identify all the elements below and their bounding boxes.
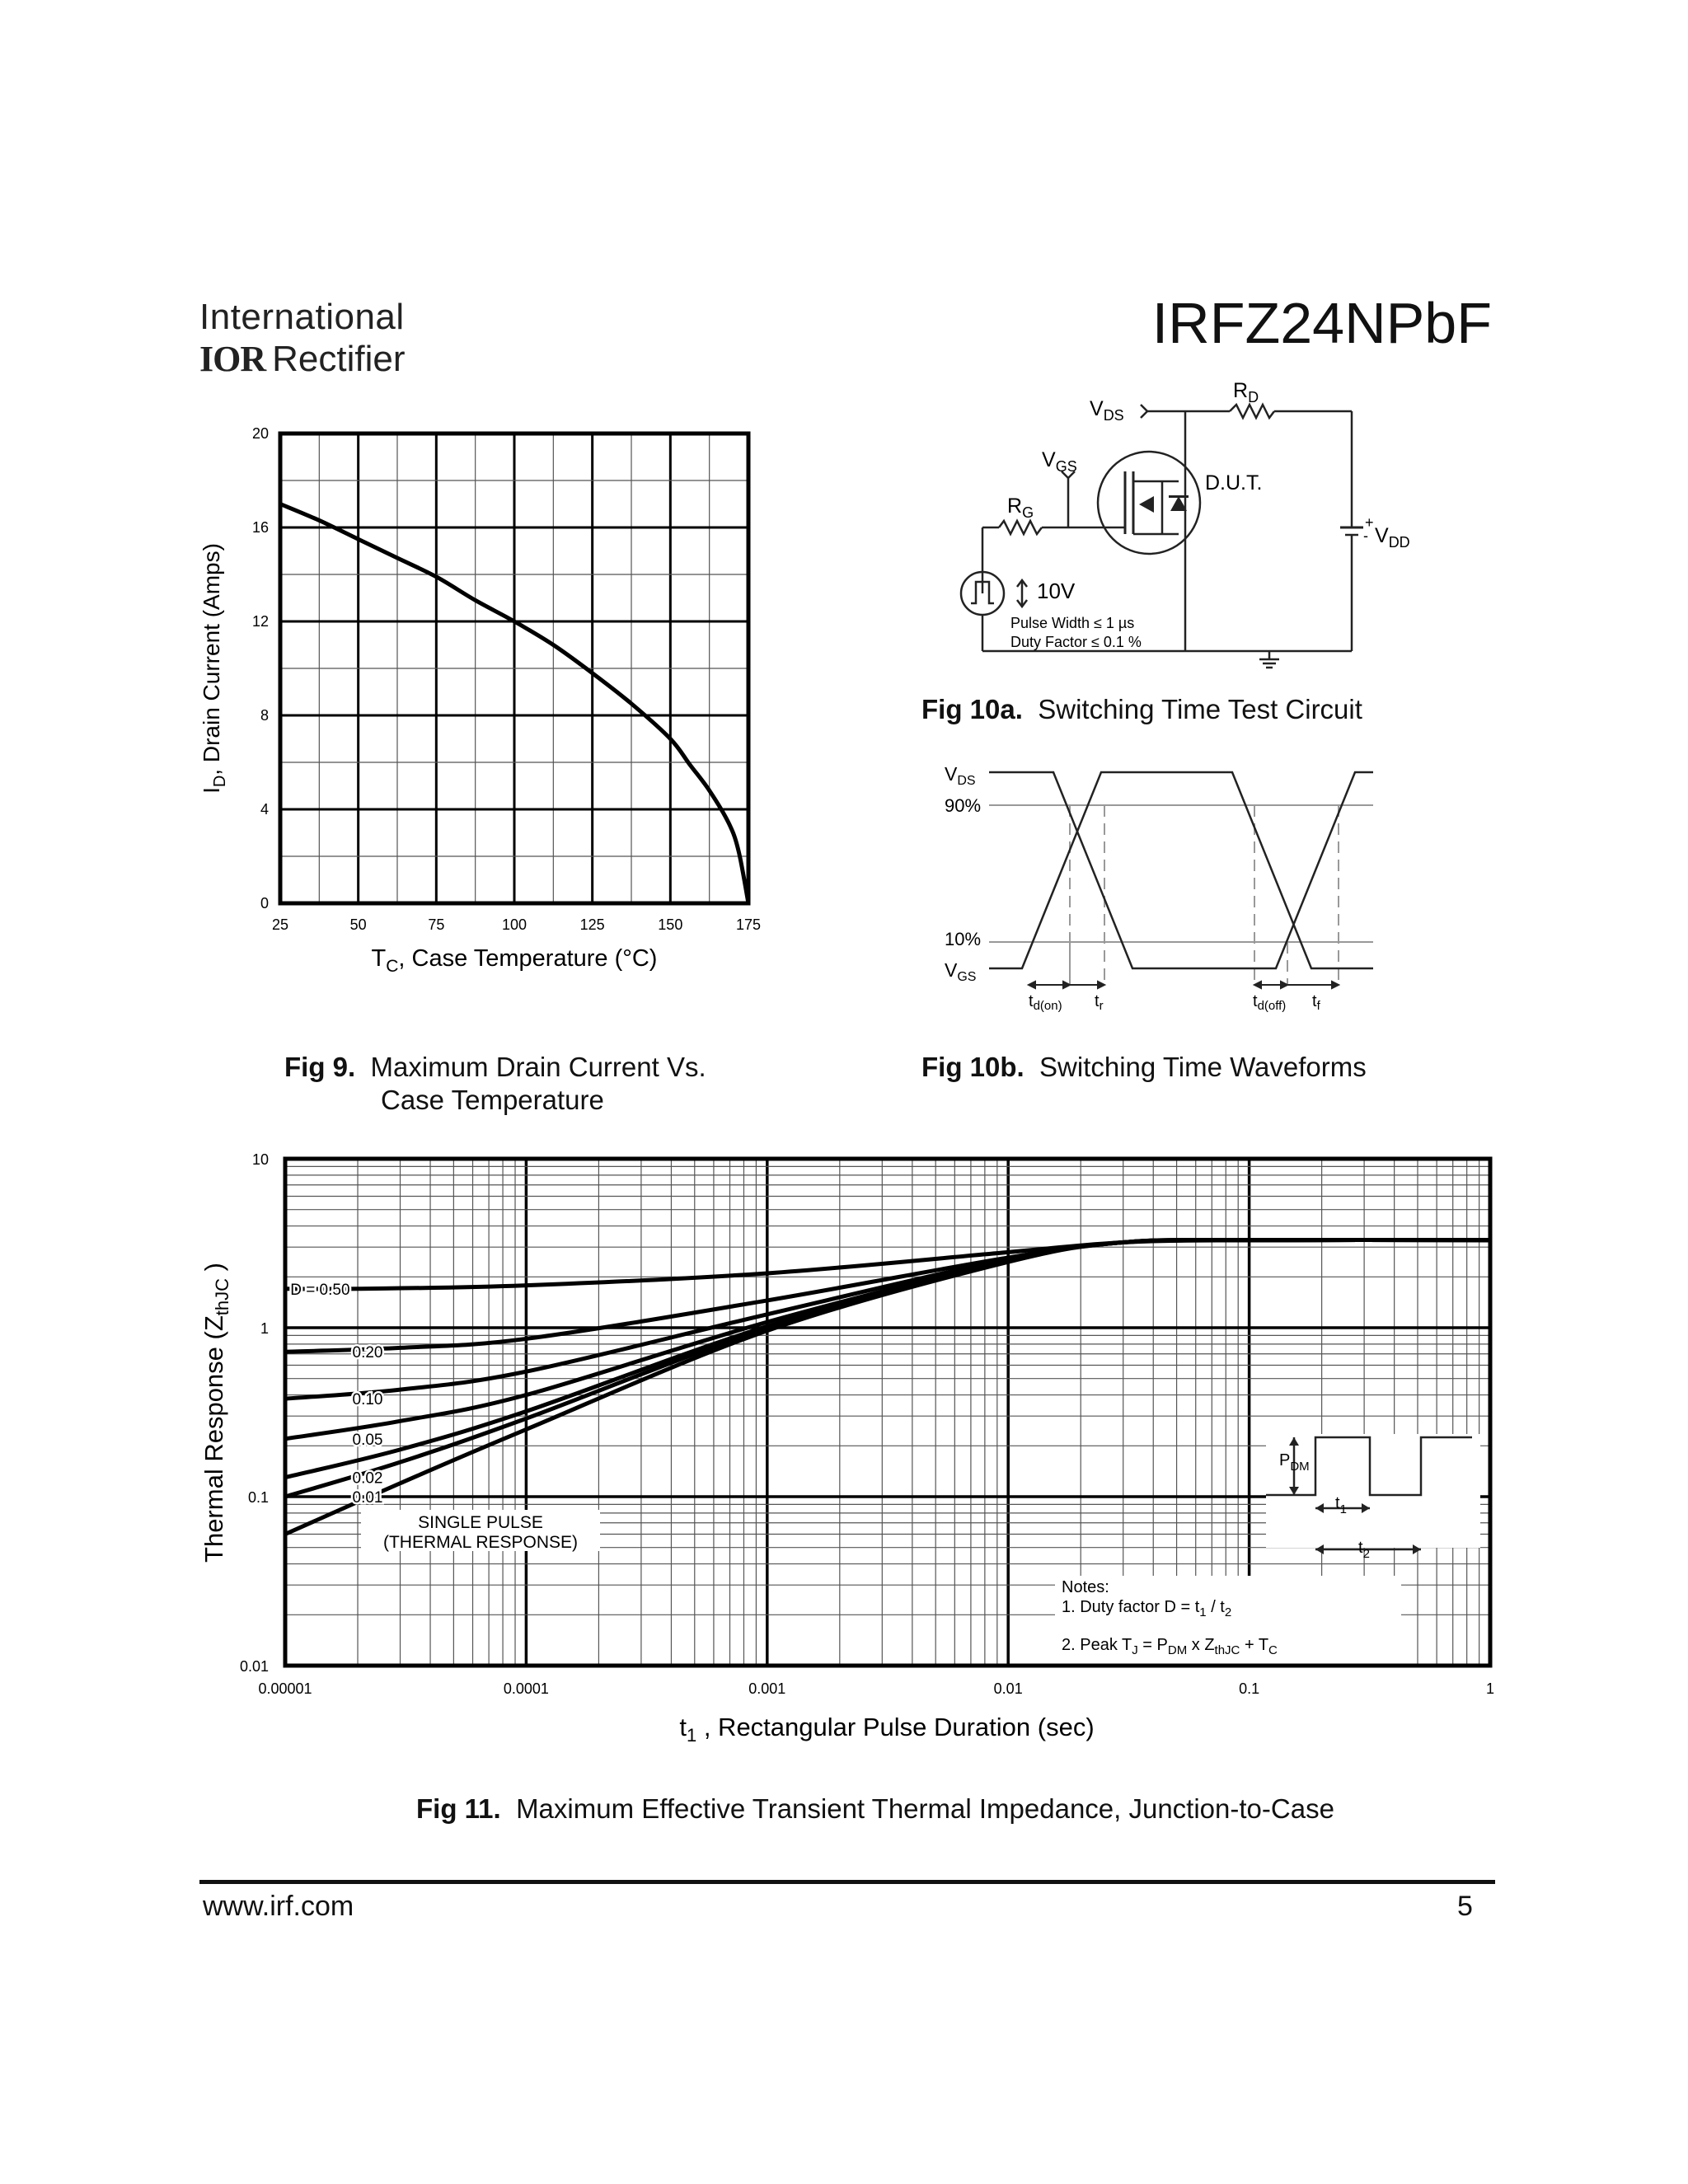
y-tick-label: 1 [260,1320,269,1337]
fig10a-caption: Fig 10a. Switching Time Test Circuit [921,694,1362,724]
fig9-chart [190,420,783,981]
x-tick-label: 0.001 [748,1680,786,1697]
series-label: 0.20 [352,1344,383,1362]
fig9-caption-line1: Fig 9. Maximum Drain Current Vs. [284,1052,706,1082]
note2: 2. Peak $T_J = P_{DM}$ x $Z_{thJC} + T_C$ [1062,1636,1278,1657]
y-tick-label: 0 [260,895,269,912]
x-tick-label: 0.01 [993,1680,1023,1697]
footer-url[interactable]: www.irf.com [203,1891,354,1922]
x-tick-label: 125 [579,916,605,933]
tr-label: $t_r$ [1095,992,1104,1013]
tf-label: $t_f$ [1312,992,1320,1013]
dut-label: D.U.T. [1205,471,1263,494]
pct90-label: 90% [945,795,982,816]
x-tick-label: 0.00001 [258,1680,312,1697]
part-number: IRFZ24NPbF [1151,291,1492,355]
fig11-caption: Fig 11. Maximum Effective Transient Thermal Impedance, Junction-to-Case [416,1793,1334,1824]
fig9-caption-line2: Case Temperature [381,1085,604,1115]
fig9-grid [280,434,748,903]
rd-label: $R_D$ [1233,379,1259,405]
rg-label: $R_G$ [1007,494,1034,521]
series-label: D = 0.50 [290,1281,350,1299]
x-tick-label: 0.1 [1239,1680,1260,1697]
fig10a-circuit [931,379,1442,676]
single-pulse-line2: (THERMAL RESPONSE) [382,1533,579,1552]
fig11-xlabel: $t_1$ , Rectangular Pulse Duration (sec) [679,1713,1095,1746]
rg-resistor-icon [999,521,1042,534]
series-label: 0.10 [352,1391,383,1409]
notes-title: Notes: [1062,1578,1109,1596]
pulse-inset-box [1266,1434,1480,1548]
fig10b-waveforms [931,746,1393,1026]
vdd-label: $V_{DD}$ [1375,524,1410,551]
footer-rule [199,1880,1495,1884]
fig11-chart [190,1146,1508,1755]
company-name: International [199,297,405,337]
pdm-label: $P_{DM}$ [1279,1451,1310,1474]
vdd-minus: - [1363,527,1368,544]
wf-vgs-label: $V_{GS}$ [945,959,977,984]
note1: 1. Duty factor $D = t_1 / t_2$ [1062,1598,1232,1619]
fig10b-caption: Fig 10b. Switching Time Waveforms [921,1052,1367,1082]
t2-label: $t_2$ [1358,1539,1370,1561]
x-tick-label: 25 [271,916,289,933]
y-tick-label: 20 [251,425,269,442]
pct10-label: 10% [945,929,982,949]
page-number: 5 [1457,1891,1473,1922]
x-tick-label: 150 [658,916,683,933]
vds-waveform [989,772,1373,968]
series-curve [285,1240,1490,1439]
duty-factor: Duty Factor ≤ 0.1 % [1010,634,1142,650]
x-tick-label: 75 [428,916,445,933]
x-tick-label: 0.0001 [503,1680,549,1697]
y-tick-label: 16 [251,519,269,536]
y-tick-label: 12 [251,613,269,630]
pulse-width: Pulse Width ≤ 1 µs [1010,615,1135,631]
td-off-label: $t_{d(off)}$ [1253,992,1287,1013]
td-on-label: $t_{d(on)}$ [1029,992,1062,1013]
y-tick-label: 4 [260,801,269,818]
y-tick-label: 0.01 [239,1658,269,1675]
x-tick-label: 100 [501,916,528,933]
t1-label: $t_1$ [1335,1494,1347,1516]
fig11-ylabel: Thermal Response ($Z_{thJC}$ ) [199,1263,232,1563]
vdd-plus: + [1365,514,1374,531]
series-label: 0.01 [352,1489,383,1507]
ior-logo-mark: IOR [199,339,266,379]
vds-label: $V_{DS}$ [1090,397,1124,424]
x-tick-label: 175 [735,916,762,933]
vgs-label: $V_{GS}$ [1042,448,1077,475]
body-arrow-icon [1139,496,1154,513]
y-tick-label: 0.1 [247,1489,269,1506]
company-logo [199,338,406,380]
pulse-amplitude: 10V [1037,579,1076,603]
company-name-line2: Rectifier [272,339,406,379]
y-tick-label: 8 [260,707,269,724]
wf-vds-label: $V_{DS}$ [945,763,976,788]
single-pulse-line1: SINGLE PULSE [418,1513,543,1532]
vds-arrow-icon [1141,405,1147,418]
fig9-xlabel: $T_C$, Case Temperature (°C) [371,945,658,976]
series-label: 0.05 [352,1431,383,1449]
x-tick-label: 50 [349,916,367,933]
rd-resistor-icon [1230,405,1274,418]
x-tick-label: 1 [1485,1680,1495,1697]
fig9-ylabel: $I_D$, Drain Current (Amps) [199,543,229,794]
series-label: 0.02 [352,1469,383,1488]
y-tick-label: 10 [251,1151,269,1168]
